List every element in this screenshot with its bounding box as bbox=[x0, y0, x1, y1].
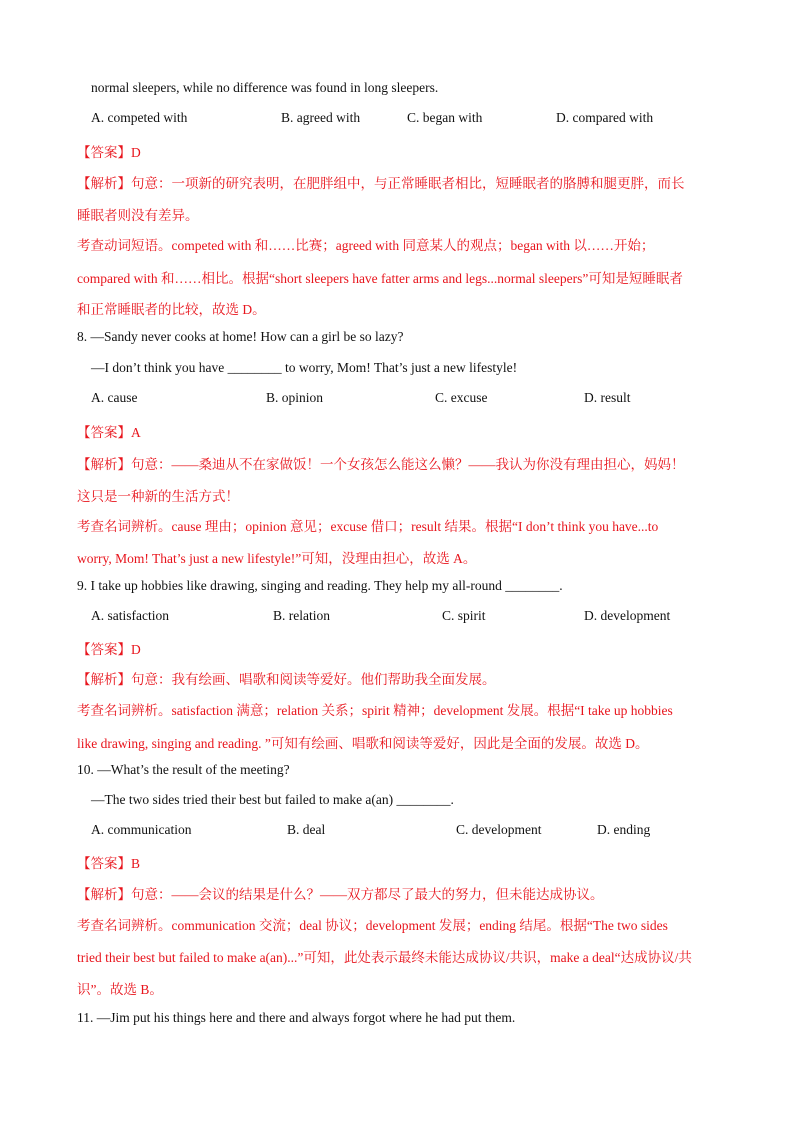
option-d: D. ending bbox=[597, 822, 651, 837]
q11-question: 11. —Jim put his things here and there and always forgot where he had put them. bbox=[77, 1010, 516, 1025]
q7-analysis: 考查动词短语。competed with 和……比赛；agreed with 同意某人的观点；began with 以……开始； bbox=[77, 238, 655, 253]
option-a: A. communication bbox=[91, 822, 192, 837]
q8-answer: 【答案】A bbox=[77, 425, 141, 440]
option-a: A. cause bbox=[91, 390, 138, 405]
option-b: B. deal bbox=[287, 822, 326, 837]
option-c: C. spirit bbox=[442, 608, 486, 623]
q8-question: 8. —Sandy never cooks at home! How can a girl be so lazy? bbox=[77, 329, 404, 344]
option-c: C. excuse bbox=[435, 390, 488, 405]
option-c: C. began with bbox=[407, 110, 483, 125]
q7-analysis: 【解析】句意：一项新的研究表明，在肥胖组中，与正常睡眠者相比，短睡眠者的胳膊和腿更胖，而长 bbox=[77, 176, 685, 191]
q9-answer: 【答案】D bbox=[77, 642, 141, 657]
q9-analysis: 【解析】句意：我有绘画、唱歌和阅读等爱好。他们帮助我全面发展。 bbox=[77, 672, 496, 687]
option-d: D. compared with bbox=[556, 110, 654, 125]
q10-analysis: tried their best but failed to make a(an)...”可知，此处表示最终未能达成协议/共识，make a deal“达成协议/共 bbox=[77, 950, 692, 965]
option-b: B. opinion bbox=[266, 390, 324, 405]
q8-analysis: worry, Mom! That’s just a new lifestyle!”可知，没理由担心，故选 A。 bbox=[77, 551, 477, 566]
q9-analysis: 考查名词辨析。satisfaction 满意；relation 关系；spirit 精神；development 发展。根据“I take up hobbies bbox=[77, 703, 673, 718]
q10-question: —The two sides tried their best but failed to make a(an) ________. bbox=[91, 792, 454, 807]
q8-analysis: 考查名词辨析。cause 理由；opinion 意见；excuse 借口；result 结果。根据“I don’t think you have...to bbox=[77, 519, 659, 534]
q7-tail: normal sleepers, while no difference was found in long sleepers. bbox=[91, 80, 439, 95]
q7-analysis: 睡眠者则没有差异。 bbox=[77, 208, 199, 223]
q10-answer: 【答案】B bbox=[77, 856, 141, 871]
q10-analysis: 考查名词辨析。communication 交流；deal 协议；development 发展；ending 结尾。根据“The two sides bbox=[77, 918, 668, 933]
q7-analysis: compared with 和……相比。根据“short sleepers have fatter arms and legs...normal sleepers”可知是短睡眠者 bbox=[77, 271, 683, 286]
q9-analysis: like drawing, singing and reading. ”可知有绘画、唱歌和阅读等爱好，因此是全面的发展。故选 D。 bbox=[77, 736, 649, 751]
option-d: D. result bbox=[584, 390, 631, 405]
option-b: B. agreed with bbox=[281, 110, 361, 125]
option-b: B. relation bbox=[273, 608, 330, 623]
option-a: A. satisfaction bbox=[91, 608, 169, 623]
q8-question: —I don’t think you have ________ to worry, Mom! That’s just a new lifestyle! bbox=[91, 360, 518, 375]
q9-question: 9. I take up hobbies like drawing, singing and reading. They help my all-round ________. bbox=[77, 578, 563, 593]
option-a: A. competed with bbox=[91, 110, 188, 125]
q10-analysis: 【解析】句意：——会议的结果是什么？——双方都尽了最大的努力，但未能达成协议。 bbox=[77, 887, 604, 902]
option-c: C. development bbox=[456, 822, 542, 837]
q10-analysis: 识”。故选 B。 bbox=[77, 982, 163, 997]
q7-answer: 【答案】D bbox=[77, 145, 141, 160]
q7-analysis: 和正常睡眠者的比较，故选 D。 bbox=[77, 302, 266, 317]
q8-analysis: 【解析】句意：——桑迪从不在家做饭！一个女孩怎么能这么懒？——我认为你没有理由担心，妈妈！ bbox=[77, 457, 685, 472]
option-d: D. development bbox=[584, 608, 671, 623]
q8-analysis: 这只是一种新的生活方式！ bbox=[77, 489, 239, 504]
q10-question: 10. —What’s the result of the meeting? bbox=[77, 762, 290, 777]
